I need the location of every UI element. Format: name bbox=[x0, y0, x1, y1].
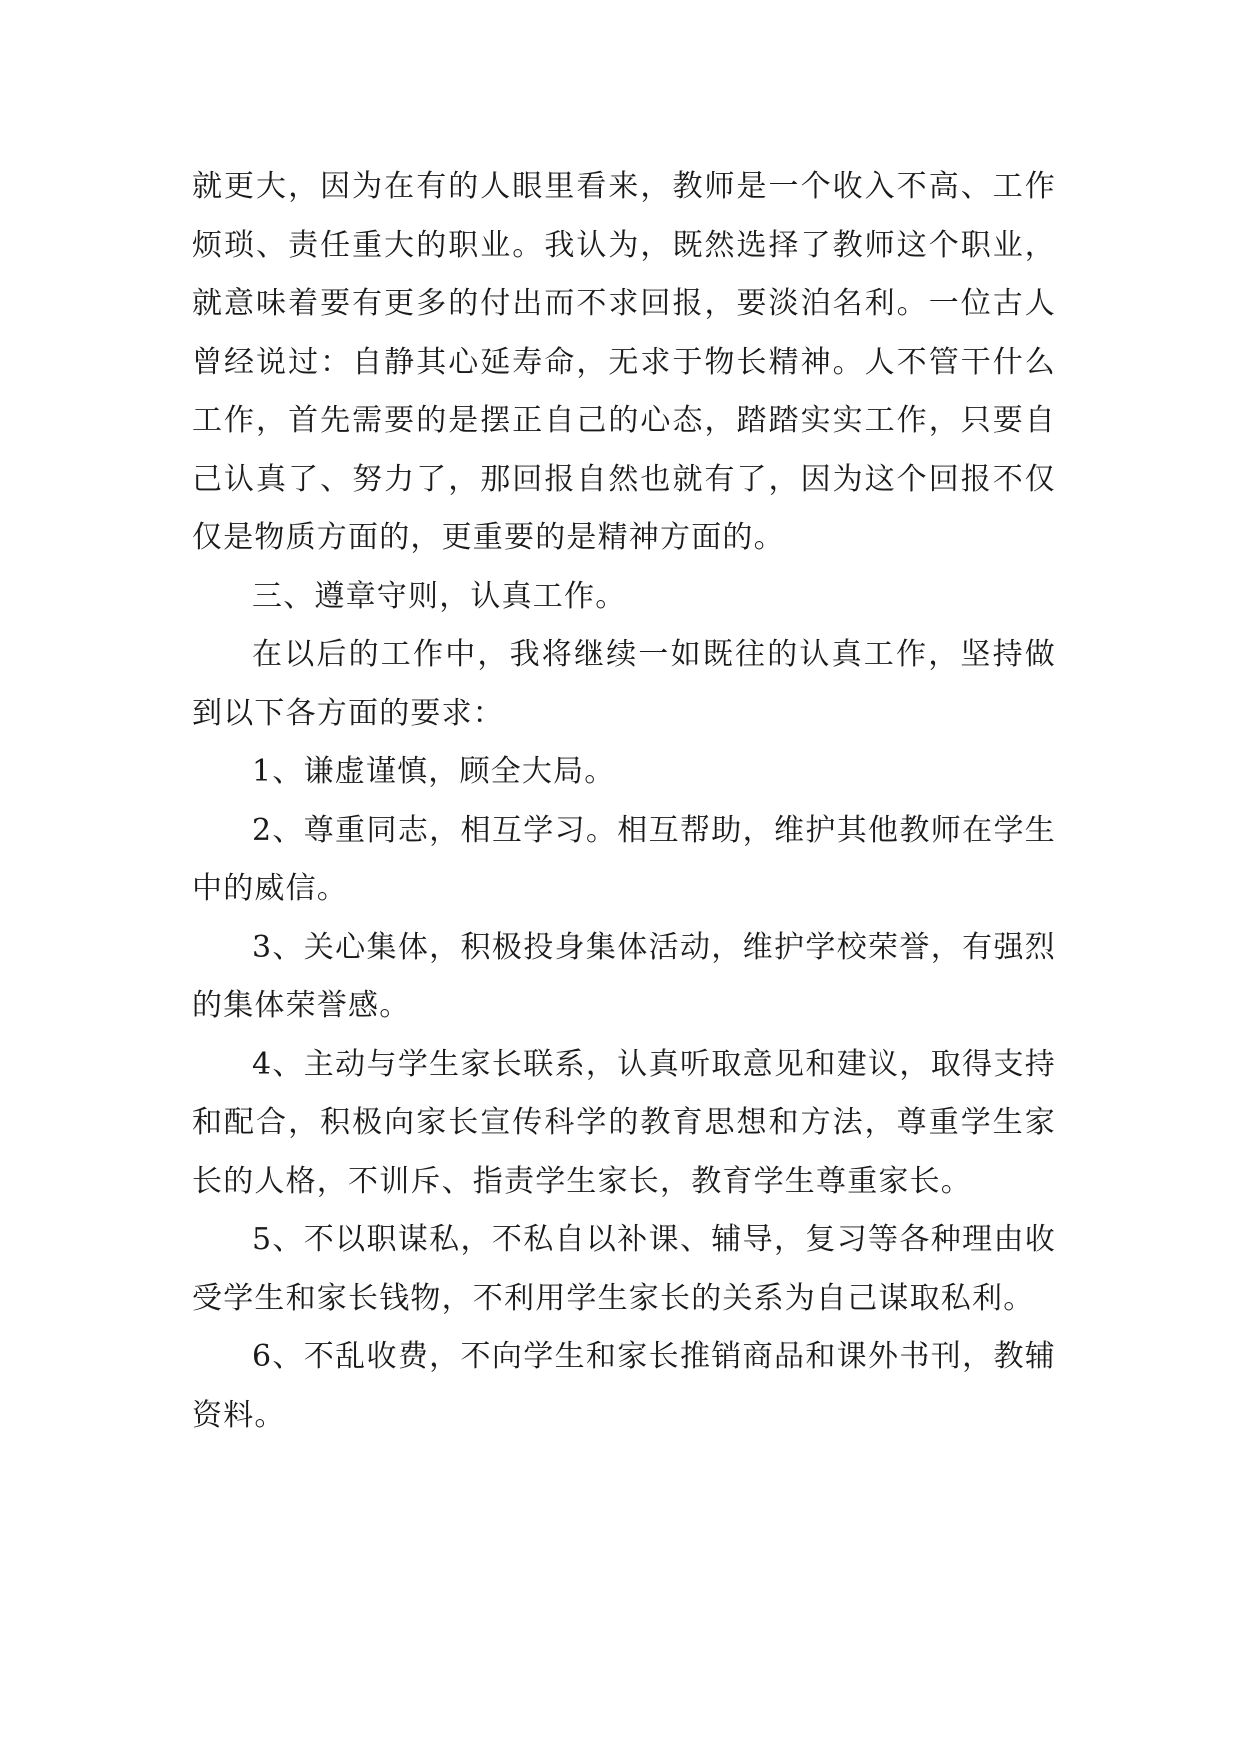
paragraph-intro: 在以后的工作中，我将继续一如既往的认真工作，坚持做到以下各方面的要求： bbox=[192, 637, 1056, 731]
paragraph-continuation: 就更大，因为在有的人眼里看来，教师是一个收入不高、工作烦琐、责任重大的职业。我认为，既然选择了教师这个职业，就意味着要有更多的付出而不求回报，要淡泊名利。一位古人曾经说过：自静其心延寿命，无求于物长精神。人不管干什么工作，首先需要的是摆正自己的心态，踏踏实实工作，只要自己认真了、努力了，那回报自然也就有了，因为这个回报不仅仅是物质方面的，更重要的是精神方面的。 bbox=[192, 169, 1056, 555]
section-heading: 三、遵章守则，认真工作。 bbox=[252, 578, 627, 614]
list-item-6: 6、不乱收费，不向学生和家长推销商品和课外书刊，教辅资料。 bbox=[192, 1339, 1056, 1433]
document-body bbox=[192, 158, 1056, 1445]
list-item-2: 2、尊重同志，相互学习。相互帮助，维护其他教师在学生中的威信。 bbox=[192, 812, 1056, 906]
list-item-3: 3、关心集体，积极投身集体活动，维护学校荣誉，有强烈的集体荣誉感。 bbox=[192, 929, 1056, 1023]
list-item-1: 1、谦虚谨慎，顾全大局。 bbox=[252, 754, 616, 789]
list-item-5: 5、不以职谋私，不私自以补课、辅导，复习等各种理由收受学生和家长钱物，不利用学生家长的关系为自己谋取私利。 bbox=[192, 1222, 1056, 1316]
list-item-4: 4、主动与学生家长联系，认真听取意见和建议，取得支持和配合，积极向家长宣传科学的教育思想和方法，尊重学生家长的人格，不训斥、指责学生家长，教育学生尊重家长。 bbox=[192, 1046, 1056, 1199]
